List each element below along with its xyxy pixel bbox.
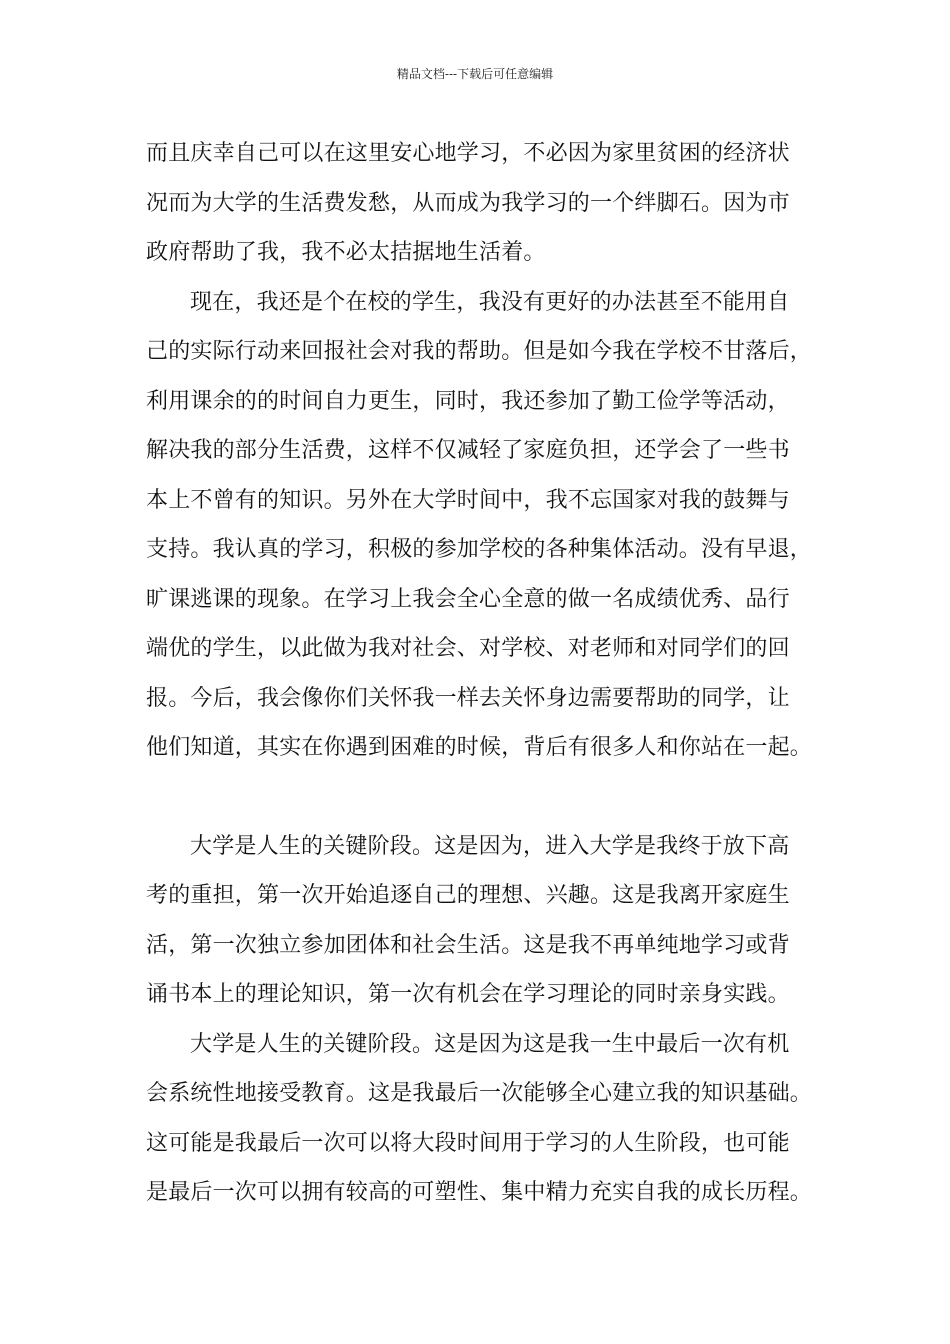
text-line: 活，第一次独立参加团体和社会生活。这是我不再单纯地学习或背 [146, 932, 790, 958]
paragraph-gap [146, 777, 826, 826]
text-line: 他们知道，其实在你遇到困难的时候，背后有很多人和你站在一起。 [146, 735, 813, 760]
text-line: 旷课逃课的现象。在学习上我会全心全意的做一名成绩优秀、品行 [146, 586, 790, 612]
document-body [146, 133, 826, 1222]
paragraph-first-line: 现在，我还是个在校的学生，我没有更好的办法甚至不能用自 [190, 289, 790, 315]
text-line: 这可能是我最后一次可以将大段时间用于学习的人生阶段，也可能 [146, 1130, 790, 1156]
text-line: 况而为大学的生活费发愁，从而成为我学习的一个绊脚石。因为市 [146, 190, 790, 216]
text-line: 而且庆幸自己可以在这里安心地学习，不必因为家里贫困的经济状 [146, 141, 790, 166]
text-line: 本上不曾有的知识。另外在大学时间中，我不忘国家对我的鼓舞与 [146, 487, 790, 513]
text-line: 端优的学生，以此做为我对社会、对学校、对老师和对同学们的回 [146, 636, 790, 661]
text-line: 是最后一次可以拥有较高的可塑性、集中精力充实自我的成长历程。 [146, 1180, 813, 1205]
text-line: 支持。我认真的学习，积极的参加学校的各种集体活动。没有早退， [146, 537, 813, 562]
text-line: 报。今后，我会像你们关怀我一样去关怀身边需要帮助的同学，让 [146, 685, 790, 711]
text-line: 考的重担，第一次开始追逐自己的理想、兴趣。这是我离开家庭生 [146, 883, 790, 908]
text-line: 利用课余的的时间自力更生，同时，我还参加了勤工俭学等活动， [146, 388, 790, 414]
text-line: 会系统性地接受教育。这是我最后一次能够全心建立我的知识基础。 [146, 1081, 813, 1106]
paragraph-first-line: 大学是人生的关键阶段。这是因为，进入大学是我终于放下高 [190, 833, 790, 859]
text-line: 政府帮助了我，我不必太拮据地生活着。 [146, 240, 546, 265]
text-line: 解决我的部分生活费，这样不仅减轻了家庭负担，还学会了一些书 [146, 438, 790, 463]
paragraph-first-line: 大学是人生的关键阶段。这是因为这是我一生中最后一次有机 [190, 1031, 790, 1057]
text-line: 己的实际行动来回报社会对我的帮助。但是如今我在学校不甘落后， [146, 339, 813, 364]
page-header: 精品文档---下载后可任意编辑 [396, 67, 554, 81]
text-line: 诵书本上的理论知识，第一次有机会在学习理论的同时亲身实践。 [146, 982, 790, 1007]
